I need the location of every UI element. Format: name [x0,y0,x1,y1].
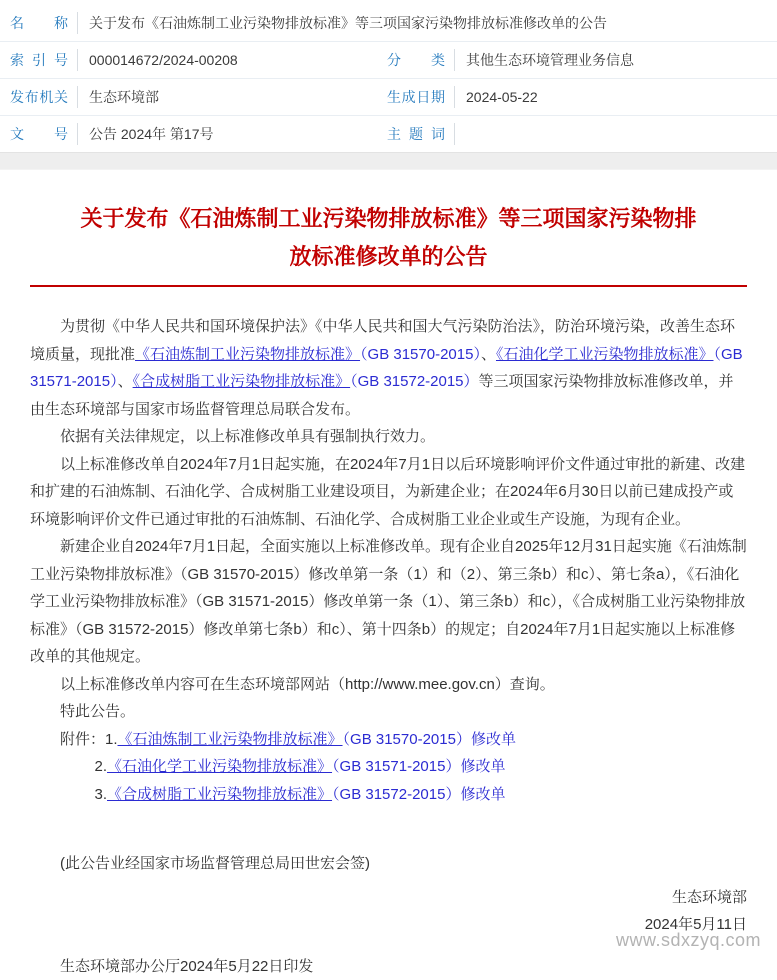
meta-value-date: 2024-05-22 [466,89,538,105]
signer-name: 生态环境部 [30,884,747,912]
attachment-item-1 [30,726,747,754]
text-segment: 、 [481,346,496,363]
watermark: www.sdxzyq.com [30,929,761,951]
meta-label-index: 索引号 [10,50,68,70]
standard-link[interactable]: 《石油炼制工业污染物排放标准》 [135,346,360,363]
meta-label-date: 生成日期 [387,87,445,107]
title-divider [30,285,747,287]
standard-link[interactable]: 《石油炼制工业污染物排放标准》 [118,731,343,748]
cell-divider [77,49,78,71]
document-title-line2: 放标准修改单的公告 [30,238,747,276]
standard-link[interactable]: 《合成树脂工业污染物排放标准》 [107,786,332,803]
text-segment: 为贯彻《中华人民共和国环境保护法》《中华人民共和国大气污染防治法》，防治环境污染，改善生态环境质量，现批准 [30,318,735,363]
paragraph-4 [30,533,747,671]
document-body [0,200,777,980]
meta-label-agency: 发布机关 [10,87,68,107]
meta-cell-agency [0,79,377,115]
text-segment: 2. [95,758,108,775]
standard-link[interactable]: （GB 31571-2015） [30,346,743,391]
metadata-table [0,0,777,152]
sign-date: 2024年5月11日 [30,911,747,939]
text-segment: 等三项国家污染物排放标准修改单，并由生态环境部与国家市场监督管理总局联合发布。 [30,373,734,418]
meta-cell-index [0,42,377,78]
cell-divider [454,49,455,71]
cell-divider [77,86,78,108]
cell-divider [454,86,455,108]
paragraph-1 [30,313,747,423]
print-note: 生态环境部办公厅2024年5月22日印发 [30,953,747,980]
meta-cell-category [377,42,777,78]
meta-label-docnum: 文号 [10,124,68,144]
meta-cell-docnum [0,116,377,152]
standard-link[interactable]: （GB 31570-2015） [360,346,481,363]
meta-cell-date [377,79,777,115]
text-segment: 依据有关法律规定，以上标准修改单具有强制执行效力。 [60,428,435,445]
meta-row-title [0,5,777,42]
meta-row-index [0,42,777,79]
standard-link[interactable]: （GB 31570-2015）修改单 [343,731,516,748]
meta-value-docnum: 公告 2024年 第17号 [89,124,214,144]
meta-label-subject: 主题词 [387,124,445,144]
standard-link[interactable]: （GB 31572-2015） [350,373,478,390]
text-segment: 附件：1. [60,731,118,748]
meta-label-title: 名称 [10,13,68,33]
paragraph-3 [30,451,747,534]
attachment-item-2 [30,753,747,781]
cell-divider [77,123,78,145]
document-title [30,200,747,276]
text-segment: 、 [118,373,133,390]
meta-cell-title [0,5,777,41]
countersign-note: (此公告业经国家市场监督管理总局田世宏会签) [30,850,747,878]
meta-label-category: 分类 [387,50,445,70]
document-title-line1: 关于发布《石油炼制工业污染物排放标准》等三项国家污染物排 [30,200,747,238]
section-separator [0,152,777,170]
standard-link[interactable]: （GB 31572-2015）修改单 [332,786,505,803]
standard-link[interactable]: 《石油化学工业污染物排放标准》 [107,758,332,775]
meta-value-title: 关于发布《石油炼制工业污染物排放标准》等三项国家污染物排放标准修改单的公告 [89,13,607,33]
standard-link[interactable]: 《石油化学工业污染物排放标准》 [496,346,714,363]
meta-value-index: 000014672/2024-00208 [89,52,238,68]
paragraph-2 [30,423,747,451]
cell-divider [454,123,455,145]
text-segment: 新建企业自2024年7月1日起，全面实施以上标准修改单。现有企业自2025年12月31日起实施《石油炼制工业污染物排放标准》（GB 31570-2015）修改单第一条（1）和（2）、第三条b）和c）、第七条a），《石油化学工业污染物排放标准》（GB 31571-2015）修改单第一条（1）、第三条b）和c），《合成树脂工业污染物排放标准》（GB 31572-2015）修改单第七条b）和c）、第十四条b）的规定；自2024年7月1日起实施以上标准修改单的其他规定。 [30,538,747,665]
meta-cell-subject [377,116,777,152]
meta-value-category: 其他生态环境管理业务信息 [466,50,634,70]
document-paragraphs [30,313,747,808]
text-segment: 特此公告。 [60,703,135,720]
paragraph-5 [30,671,747,699]
cell-divider [77,12,78,34]
standard-link[interactable]: 《合成树脂工业污染物排放标准》 [133,373,351,390]
text-segment: 3. [95,786,108,803]
text-segment: 以上标准修改单自2024年7月1日起实施，在2024年7月1日以后环境影响评价文件通过审批的新建、改建和扩建的石油炼制、石油化学、合成树脂工业建设项目，为新建企业；在2024年6月30日以前已建成投产或环境影响评价文件已通过审批的石油炼制、石油化学、合成树脂工业企业或生产设施，为现有企业。 [30,456,745,528]
meta-row-docnum [0,116,777,152]
text-segment: 以上标准修改单内容可在生态环境部网站（http://www.mee.gov.cn）查询。 [60,676,555,693]
standard-link[interactable]: （GB 31571-2015）修改单 [332,758,505,775]
attachment-item-3 [30,781,747,809]
meta-value-agency: 生态环境部 [89,87,159,107]
meta-row-agency [0,79,777,116]
paragraph-6 [30,698,747,726]
